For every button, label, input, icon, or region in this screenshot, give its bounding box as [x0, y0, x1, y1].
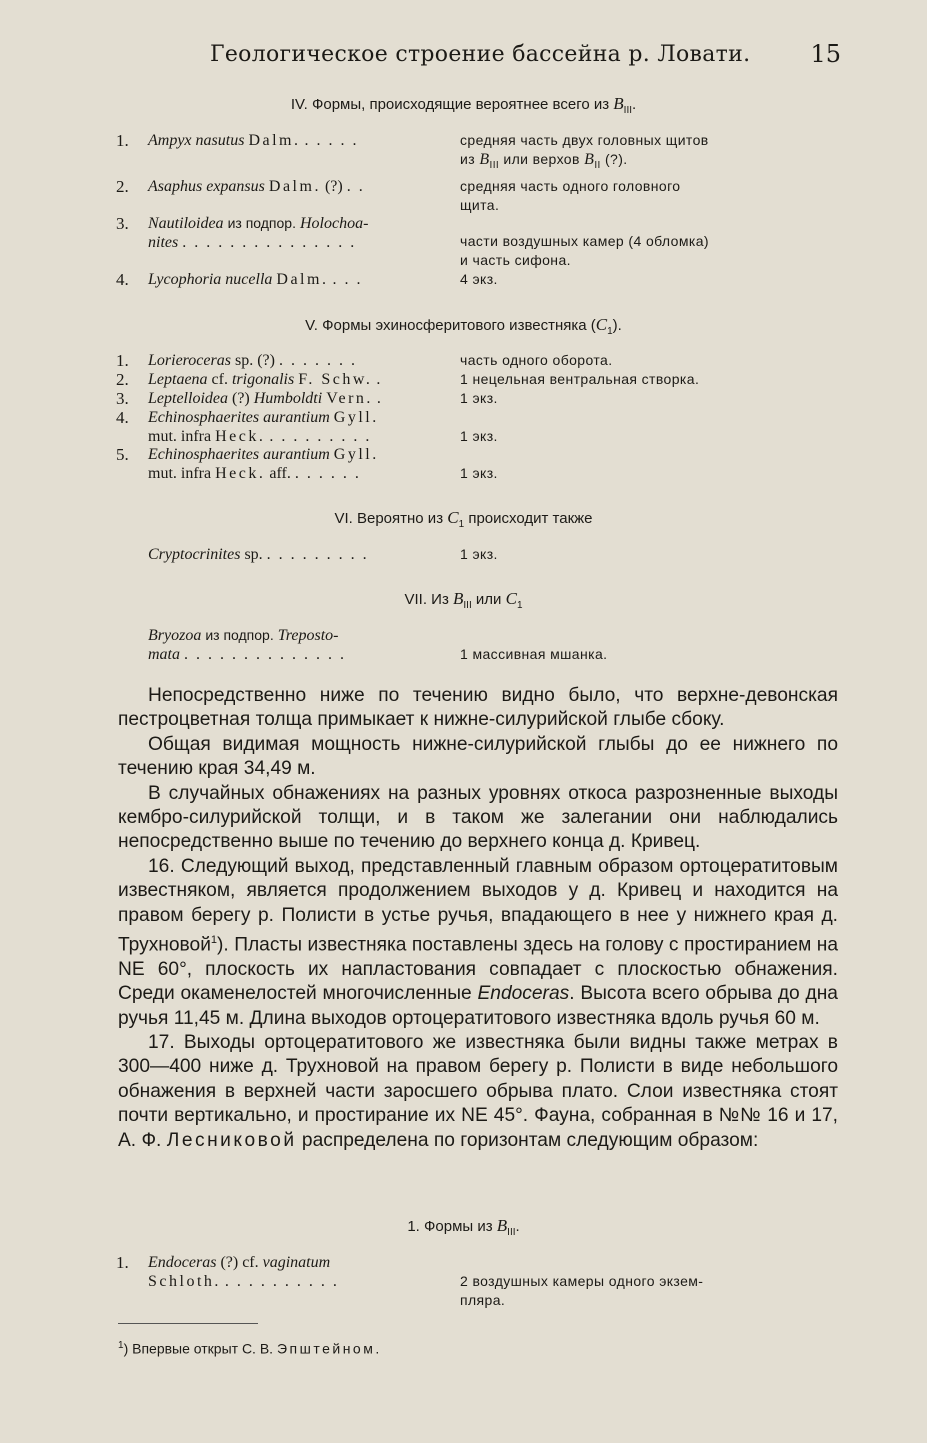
page-number: 15 — [810, 40, 841, 68]
section-heading-v: V. Формы эхиносферитового известняка $(C_1)$. — [305, 315, 622, 337]
paragraph: 16. Следующий выход, представленный главным образом ортоцератитовым известняком, является продолжением выходов у д. Кривец и находится на правом берегу р. Полисти в устье ручья, впадающего в нее у нижнего края д. Труxновой$^1$). Пласты известняка поставлены здесь на голову с простиранием на NE 60°, плоскость их напластования совпадает с плоскостью обнажения. Среди окаменелостей многочисленные Endoceras. Высота всего обрыва до дна ручья 11,45 м. Длина выходов ортоцератитового известняка вдоль ручья 60 м. — [118, 855, 838, 1029]
footnote-divider — [118, 1323, 258, 1324]
footnote: $^1$) Впервые открыт С. В. Эпштейном. — [118, 1340, 382, 1357]
paragraph: 17. Выходы ортоцератитового же известняка были видны также метрах в 300—400 ниже д. Труxновой на правом берегу р. Полисти в виде небольшого обнажения в верхней части заросшего обрыва плато. Слои известняка стоят почти вертикально, и простирание их NE 45°. Фауна, собранная в №№ 16 и 17, А. Ф. Лесниковой распределена по горизонтам следующим образом: — [118, 1032, 838, 1151]
paragraph: Непосредственно ниже по течению видно было, что верхне-девонская пестроцветная толща примыкает к нижне-силурийской глыбе сбоку. — [118, 685, 838, 731]
section-heading-vi: VI. Вероятно из $C_1$ происходит также — [334, 508, 593, 530]
footnote-mark: 1 — [118, 1340, 124, 1351]
body-text — [118, 684, 838, 1153]
section-heading-forms-biii: 1. Формы из $B_{III}$. — [407, 1216, 520, 1238]
footnote-ref[interactable]: 1 — [210, 934, 218, 947]
section-heading-iv: IV. Формы, происходящие вероятнее всего из $B_{III}$. — [290, 94, 637, 116]
paragraph: В случайных обнажениях на разных уровнях откоса разрозненные выходы кембро-силурийской толщи, и в таком же залегании они наблюдались непосредственно выше по течению до верхнего конца д. Кривец. — [118, 782, 838, 853]
document-page: Геологическое строение бассейна р. Ловати. 15 IV. Формы, происходящие вероятнее всего из $B_{III}$. 1. Ampyx nasutus Dalm. . . . . . средняя часть двух головных щитов из $B_{III}$ или верхов $B_{II}$ (?). 2. Asaphus expansus Dalm. (?) . . средняя часть одного головного щита. 3. Nautiloidea из подпор. Holochoa- nites . . . . . . . . . . . . . . . части воздушных камер (4 обломка) и часть сифона. 4. Lycophoria nucella Dalm. . . . 4 экз. V. Формы эхиносферитового известняка $(C_1)$. 1. Lorieroceras sp. (?) . . . . . . . часть одного оборота. 2. Leptaena cf. trigonalis F. Schw. . 1 нецельная вентральная створка. 3. Leptelloidea (?) Humboldti Vern. . 1 экз. 4. Echinosphaerites aurantium Gyll. mut. infra Heck. . . . . . . . . . 1 экз. 5. Echinosphaerites aurantium Gyll. mut. infra Heck. aff. . . . . . . 1 экз. VI. Вероятно из $C_1$ происходит также Cryptocrinites sp. . . . . . . . . . 1 экз. VII. Из $B_{III}$ или $C_1$ Bryozoa из подпор. Treposto- mata . . . . . . . . . . . . . . 1 массивная мшанка. Непосредственно ниже по течению видно было, что верхне-девонская пестроцветная толща примыкает к нижне-силурийской глыбе сбоку. Общая видимая мощность нижне-силурийской глыбы до ее нижнего по течению края 34,49 м. В случайных обнажениях на разных уровнях откоса разрозненные выходы кембро-силурийской толщи, и в таком же залегании они наблюдались непосредственно выше по течению до верхнего конца д. Кривец. 16. Следующий выход, представленный главным образом ортоцератитовым известняком, является продолжением выходов у д. Кривец и находится на правом берегу р. Полисти в устье ручья, впадающего в нее у нижнего края д. Труxновой$^1$). Пласты известняка поставлены здесь на голову с простиранием на NE 60°, плоскость их напластования совпадает с плоскостью обнажения. Среди окаменелостей многочисленные Endoceras. Высота всего обрыва до дна ручья 11,45 м. Длина выходов ортоцератитового известняка вдоль ручья 60 м. 17. Выходы ортоцератитового же известняка были видны также метрах в 300—400 ниже д. Труxновой на правом берегу р. Полисти в виде небольшого обнажения в верхней части заросшего обрыва плато. Слои известняка стоят почти вертикально, и простирание их NE 45°. Фауна, собранная в №№ 16 и 17, А. Ф. Лесниковой распределена по горизонтам следующим образом: 1. Формы из $B_{III}$. 1. Endoceras (?) cf. vaginatum Schloth. . . . . . . . . . . 2 воздушных камеры одного экзем- пляра. $^1$) Впервые открыт С. В. Эпштейном. — [0, 0, 927, 1443]
running-title: Геологическое строение бассейна р. Ловати. — [210, 42, 751, 67]
section-heading-vii: VII. Из $B_{III}$ или $C_1$ — [404, 589, 523, 611]
page-header — [0, 38, 927, 78]
paragraph: Общая видимая мощность нижне-силурийской глыбы до ее нижнего по течению края 34,49 м. — [118, 733, 838, 780]
